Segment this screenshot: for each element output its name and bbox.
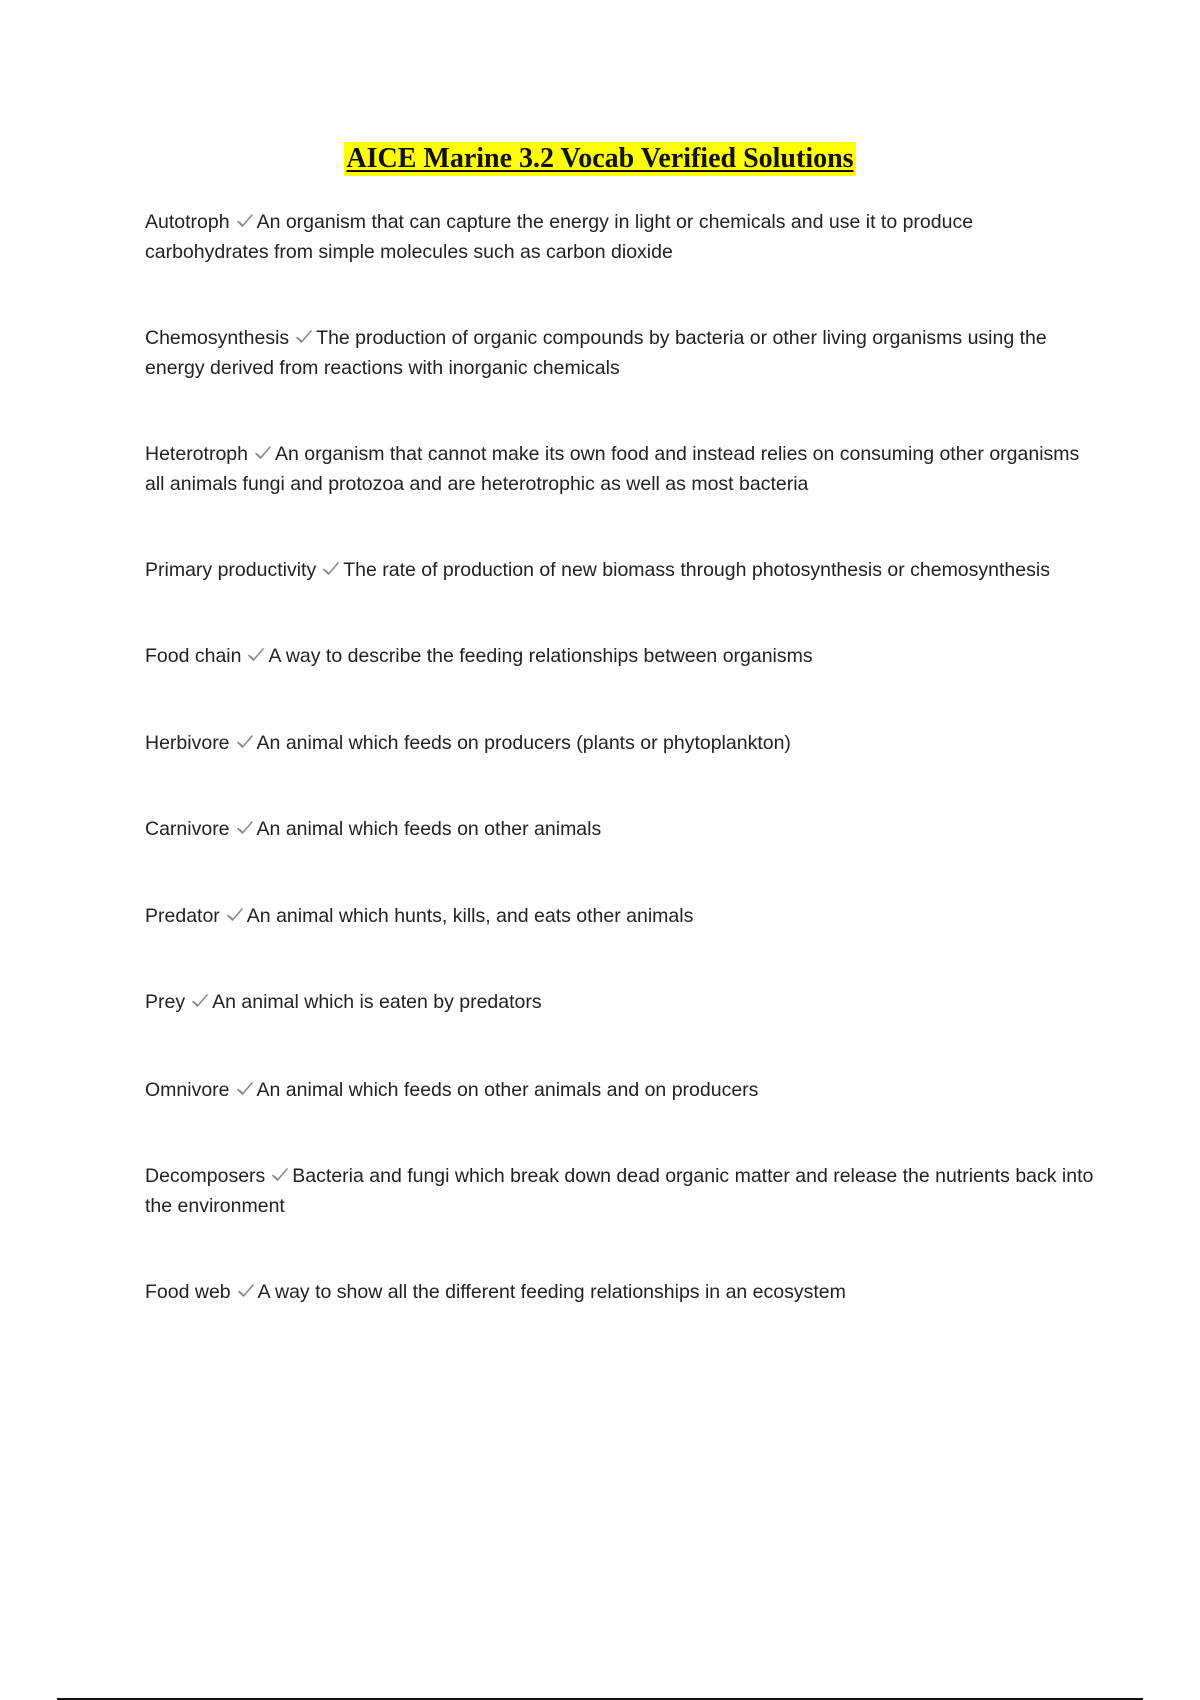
vocab-definition: Bacteria and fungi which break down dead organic matter and release the nutrients back into the environment (145, 1165, 1094, 1217)
check-icon (235, 1077, 255, 1095)
vocab-entry (145, 987, 1095, 1017)
vocab-entry (145, 641, 1095, 671)
vocab-entry (145, 901, 1095, 931)
vocab-definition: An organism that cannot make its own food and instead relies on consuming other organisms all animals fungi and protozoa and are heterotrophic as well as most bacteria (145, 443, 1080, 495)
vocab-definition: An animal which feeds on other animals (256, 818, 602, 840)
check-icon (294, 325, 314, 343)
vocab-term: Omnivore (145, 1079, 230, 1101)
vocab-term: Chemosynthesis (145, 327, 290, 349)
vocab-definition: An animal which is eaten by predators (212, 991, 542, 1013)
vocab-term: Food web (145, 1281, 231, 1303)
vocab-entry (145, 439, 1095, 499)
vocab-entry (145, 323, 1095, 383)
check-icon (235, 730, 255, 748)
vocab-definition: A way to describe the feeding relationships between organisms (268, 645, 813, 667)
vocab-term: Predator (145, 905, 220, 927)
vocab-definition: An animal which feeds on other animals and on producers (256, 1079, 759, 1101)
vocab-definition: A way to show all the different feeding relationships in an ecosystem (257, 1281, 846, 1303)
vocab-term: Autotroph (145, 211, 230, 233)
vocab-term: Heterotroph (145, 443, 248, 465)
vocab-term: Carnivore (145, 818, 230, 840)
page-title: AICE Marine 3.2 Vocab Verified Solutions (346, 143, 854, 174)
check-icon (235, 816, 255, 834)
check-icon (321, 557, 341, 575)
check-icon (235, 209, 255, 227)
vocab-entry (145, 207, 1095, 267)
vocab-term: Primary productivity (145, 559, 317, 581)
vocab-entry (145, 1161, 1095, 1221)
check-icon (253, 441, 273, 459)
check-icon (246, 643, 266, 661)
vocab-definition: An animal which hunts, kills, and eats other animals (246, 905, 694, 927)
check-icon (236, 1279, 256, 1297)
check-icon (190, 989, 210, 1007)
vocab-term: Food chain (145, 645, 242, 667)
vocab-entry (145, 555, 1095, 585)
vocab-entry (145, 814, 1095, 844)
check-icon (270, 1163, 290, 1181)
vocab-term: Herbivore (145, 732, 230, 754)
check-icon (225, 903, 245, 921)
vocab-definition: An organism that can capture the energy in light or chemicals and use it to produce carbohydrates from simple molecules such as carbon dioxide (145, 211, 974, 263)
vocab-entry (145, 728, 1095, 758)
vocab-list (145, 207, 1095, 1307)
vocab-definition: An animal which feeds on producers (plants or phytoplankton) (256, 732, 791, 754)
vocab-term: Prey (145, 991, 186, 1013)
vocab-entry (145, 1075, 1095, 1105)
vocab-term: Decomposers (145, 1165, 266, 1187)
vocab-entry (145, 1277, 1095, 1307)
title-wrap (0, 142, 1200, 176)
vocab-definition: The production of organic compounds by bacteria or other living organisms using the energy derived from reactions with inorganic chemicals (145, 327, 1047, 379)
vocab-definition: The rate of production of new biomass through photosynthesis or chemosynthesis (343, 559, 1050, 581)
